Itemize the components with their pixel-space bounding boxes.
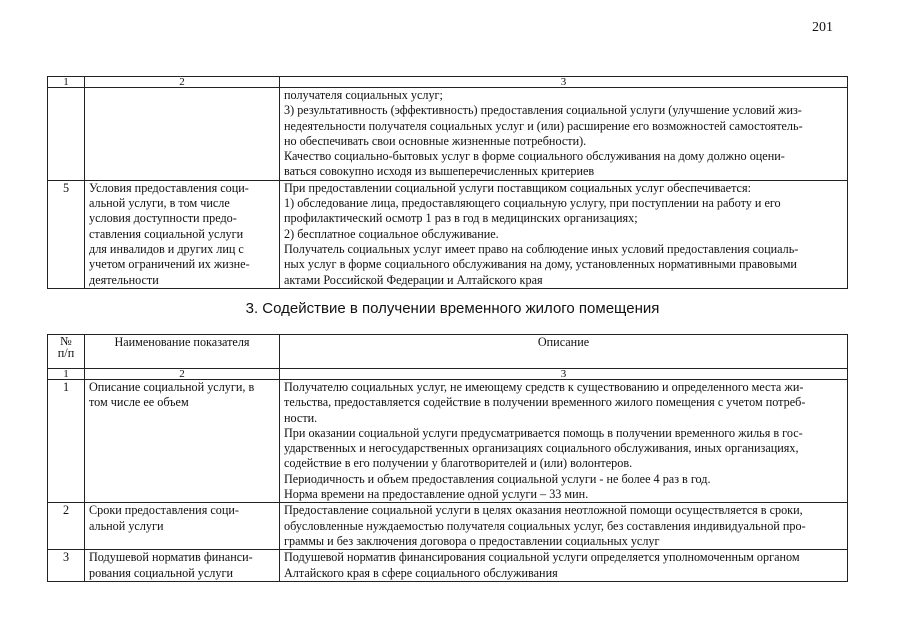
indicator-description (280, 503, 848, 550)
text-line: Сроки предоставления соци- (89, 503, 239, 518)
text-line: получателя социальных услуг; (284, 88, 443, 102)
page-number: 201 (812, 20, 833, 35)
column-number-row (48, 369, 848, 380)
text-line: содействие в его получении у благотворителей и (или) волонтеров. (284, 456, 633, 471)
text-line: 1) обследование лица, предоставляющего социальную услугу, при поступлении на работу и его (284, 196, 781, 211)
column-number: 3 (280, 369, 848, 380)
indicator-name (85, 550, 280, 582)
indicator-name (85, 88, 280, 181)
text-line: Алтайского края в сфере социального обслуживания (284, 565, 558, 580)
table-temporary-housing (47, 334, 848, 582)
column-number-row (48, 77, 848, 88)
indicator-description (280, 380, 848, 503)
text-line: При предоставлении социальной услуги поставщиком социальных услуг обеспечивается: (284, 180, 751, 195)
text-line: альной услуги, в том числе (89, 196, 230, 211)
column-number: 1 (48, 77, 85, 88)
text-line: том числе ее объем (89, 395, 189, 410)
column-number: 2 (85, 369, 280, 380)
indicator-description (280, 180, 848, 288)
text-line: альной услуги (89, 518, 164, 533)
text-line: 2) бесплатное социальное обслуживание. (284, 226, 499, 241)
text-line: Подушевой норматив финансирования социальной услуги определяется уполномоченным органом (284, 550, 800, 565)
row-number: 5 (48, 180, 85, 288)
row-number: 2 (48, 503, 85, 550)
header-row (48, 335, 848, 369)
table-row (48, 88, 848, 181)
text-line: ставления социальной услуги (89, 226, 244, 241)
indicator-name (85, 503, 280, 550)
header-number: № п/п (48, 335, 85, 369)
section-title: 3. Содействие в получении временного жилого помещения (245, 300, 660, 317)
text-line: Получатель социальных услуг имеет право на соблюдение иных условий предоставления социаль- (284, 241, 799, 256)
text-line: профилактический осмотр 1 раз в год в медицинских организациях; (284, 211, 638, 226)
row-number: 3 (48, 550, 85, 582)
text-line: обусловленные нуждаемостью получателя социальных услуг, без составления индивидуальной про- (284, 518, 806, 533)
text-line: ности. (284, 410, 318, 425)
row-number (48, 88, 85, 181)
text-line: деятельности (89, 272, 159, 287)
table-row (48, 380, 848, 503)
text-line: условия доступности предо- (89, 211, 237, 226)
indicator-name (85, 380, 280, 503)
table-row (48, 180, 848, 288)
text-line: Периодичность и объем предоставления социальной услуги - не более 4 раз в год. (284, 471, 711, 486)
text-line: для инвалидов и других лиц с (89, 241, 244, 256)
table-row (48, 503, 848, 550)
text-line: При оказании социальной услуги предусматривается помощь в получении временного жилья в гос- (284, 425, 803, 440)
text-line: граммы и без заключения договора о предоставлении социальных услуг (284, 533, 660, 548)
header-description: Описание (280, 335, 848, 369)
indicator-description (280, 88, 848, 181)
text-line: Получателю социальных услуг, не имеющему средств к существованию и определенного места жи- (284, 380, 804, 394)
column-number: 1 (48, 369, 85, 380)
row-number: 1 (48, 380, 85, 503)
header-name: Наименование показателя (85, 335, 280, 369)
text-line: Подушевой норматив финанси- (89, 550, 253, 565)
text-line: 3) результативность (эффективность) предоставления социальной услуги (улучшение условий жиз- (284, 103, 802, 118)
text-line: Условия предоставления соци- (89, 180, 249, 195)
text-line: Описание социальной услуги, в (89, 380, 255, 394)
text-line: ваться совокупно исходя из вышеперечисленных критериев (284, 164, 595, 179)
text-line: ударственных и негосударственных организациях социального обслуживания, иных организациях, (284, 441, 799, 456)
column-number: 3 (280, 77, 848, 88)
indicator-description (280, 550, 848, 582)
text-line: рования социальной услуги (89, 565, 233, 580)
text-line: Предоставление социальной услуги в целях оказания неотложной помощи осуществляется в сроки, (284, 503, 803, 518)
text-line: Норма времени на предоставление одной услуги – 33 мин. (284, 487, 589, 502)
text-line: тельства, предоставляется содействие в получении временного жилого помещения с учетом потреб- (284, 395, 806, 410)
text-line: но обеспечивать свои основные жизненные потребности). (284, 133, 587, 148)
indicator-name (85, 180, 280, 288)
text-line: учетом ограничений их жизне- (89, 257, 250, 272)
table-row (48, 550, 848, 582)
column-number: 2 (85, 77, 280, 88)
text-line: ных услуг в форме социального обслуживания на дому, установленных нормативными правовыми (284, 257, 797, 272)
table-continued (47, 76, 848, 289)
text-line: актами Российской Федерации и Алтайского края (284, 272, 543, 287)
text-line: Качество социально-бытовых услуг в форме социального обслуживания на дому должно оцени- (284, 149, 785, 164)
text-line: недеятельности получателя социальных услуг и (или) расширение его возможностей самостоятель- (284, 118, 803, 133)
